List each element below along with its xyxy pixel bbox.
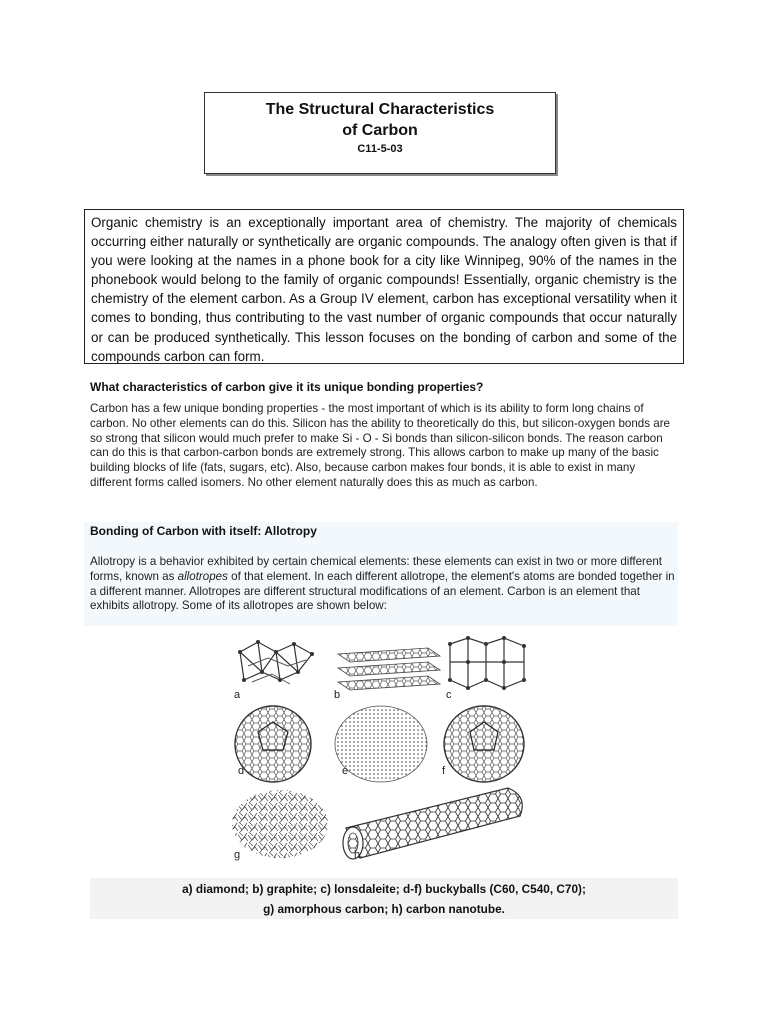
allotropy-heading: Bonding of Carbon with itself: Allotropy — [90, 524, 317, 538]
buckyball-c540 — [335, 706, 427, 782]
allotropy-text-part2: of that element. In each different allotrope, the element's atoms are bonded together in a different manner. Allotropes are different structural modifications of an element. Carbon is an element that exhibits allotropy. Some of its allotropes are shown below: — [90, 569, 675, 613]
allotropy-text-part1: Allotropy is a behavior exhibited by certain chemical elements: these elements can exist in two or more different forms, known as — [90, 555, 663, 583]
figure-label-a: a — [234, 689, 241, 701]
allotropy-paragraph — [90, 555, 680, 614]
diamond-structure — [238, 640, 314, 684]
caption-line2: g) amorphous carbon; h) carbon nanotube. — [263, 902, 505, 916]
document-code: C11-5-03 — [357, 143, 403, 155]
figure-label-b: b — [334, 689, 341, 701]
question-paragraph: Carbon has a few unique bonding properties - the most important of which is its ability to form long chains of carbon. No other elements can do this. Silicon has the ability to theoretically do this, but silicon-oxygen bonds are so strong that silicon would much prefer to make Si - O - Si bonds than silicon-silicon bonds. The reason carbon can do this is that carbon-carbon bonds are extremely strong. This allows carbon to make up many of the basic building blocks of life (fats, sugars, etc). Also, because carbon makes four bonds, it is able to exist in many different forms called isomers. No other element naturally does this as much as carbon. — [90, 402, 671, 489]
figure-label-e: e — [342, 765, 349, 777]
buckyball-c70 — [444, 706, 524, 782]
page-title-line2: of Carbon — [342, 122, 418, 139]
graphite-structure — [338, 648, 440, 690]
figure-label-h: h — [354, 849, 361, 861]
allotropes-term: allotropes — [177, 569, 228, 583]
amorphous-carbon — [232, 790, 328, 858]
title-box — [204, 92, 556, 174]
carbon-nanotube — [343, 788, 522, 859]
figure-caption — [90, 878, 678, 919]
allotropes-figure — [228, 632, 538, 866]
buckyball-c60 — [235, 706, 311, 782]
figure-label-c: c — [446, 689, 452, 701]
page-title-line1: The Structural Characteristics — [265, 101, 495, 118]
question-heading: What characteristics of carbon give it its unique bonding properties? — [90, 380, 484, 394]
intro-text-box: Organic chemistry is an exceptionally important area of chemistry. The majority of chemicals occurring either naturally or synthetically are organic compounds. The analogy often given is that if you were looking at the names in a phone book for a city like Winnipeg, 90% of the names in the phonebook would belong to the family of organic compounds! Essentially, organic chemistry is the chemistry of the element carbon. As a Group IV element, carbon has exceptional versatility when it comes to bonding, thus contributing to the vast number of organic compounds that occur naturally or can be produced synthetically. This lesson focuses on the bonding of carbon and some of the compounds carbon can form. — [84, 209, 684, 364]
figure-label-f: f — [442, 765, 446, 777]
figure-label-d: d — [238, 765, 245, 777]
lonsdaleite-structure — [448, 636, 526, 690]
figure-label-g: g — [234, 849, 241, 861]
caption-line1: a) diamond; b) graphite; c) lonsdaleite; d-f) buckyballs (C60, C540, C70); — [182, 882, 586, 896]
